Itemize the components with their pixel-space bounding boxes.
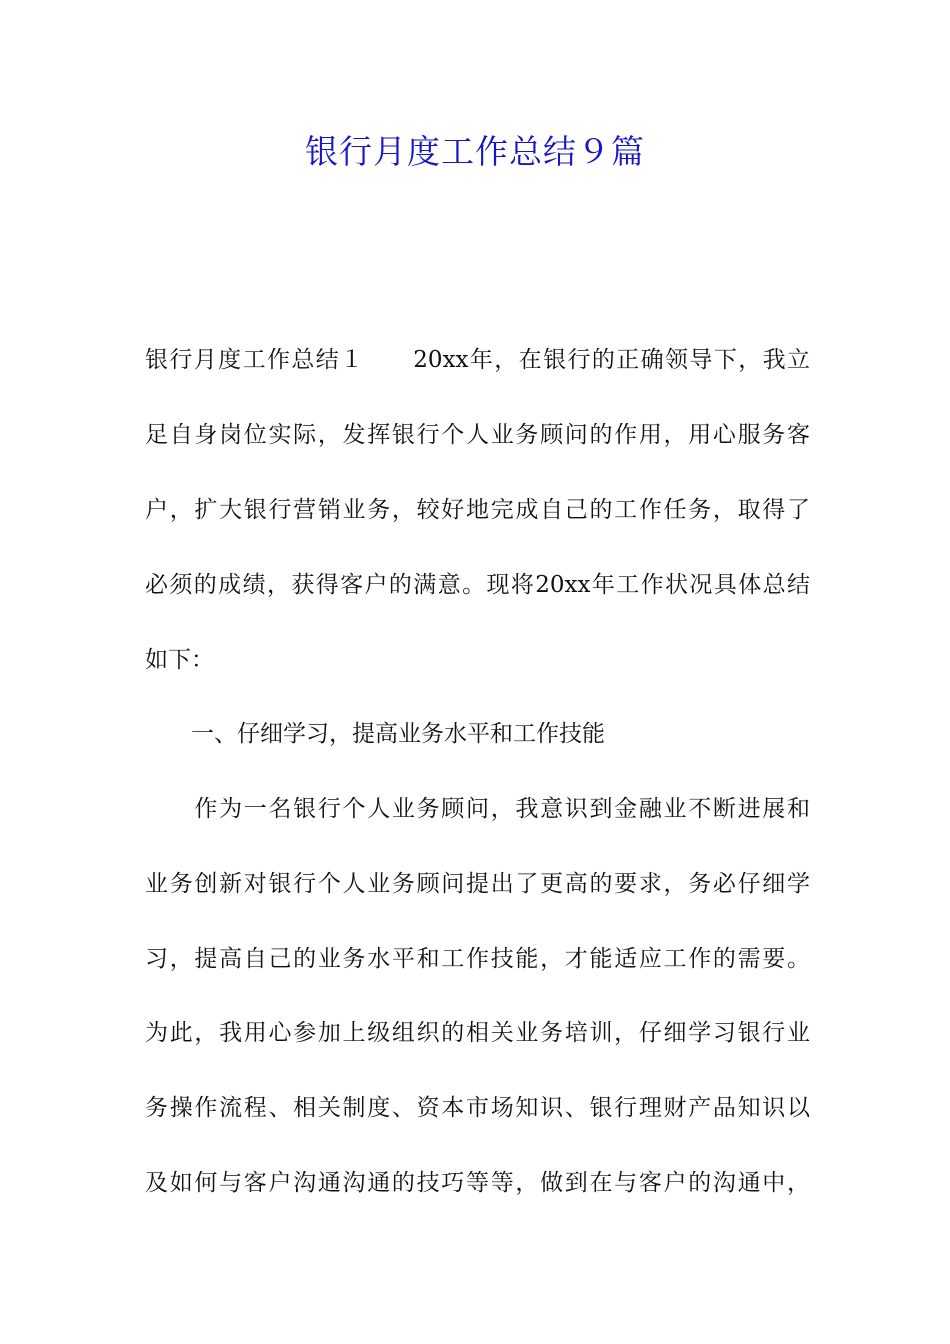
body-line-2: 足自身岗位实际，发挥银行个人业务顾问的作用，用心服务客 bbox=[145, 422, 810, 448]
section-heading-1: 一、仔细学习，提高业务水平和工作技能 bbox=[145, 721, 605, 747]
body-line-11: 务操作流程、相关制度、资本市场知识、银行理财产品知识以 bbox=[145, 1095, 810, 1121]
body-line-10: 为此，我用心参加上级组织的相关业务培训，仔细学习银行业 bbox=[145, 1020, 810, 1046]
body-line-4: 必须的成绩，获得客户的满意。现将20xx年工作状况具体总结 bbox=[145, 572, 810, 598]
body-line-9: 习，提高自己的业务水平和工作技能，才能适应工作的需要。 bbox=[145, 946, 810, 972]
body-line-3: 户，扩大银行营销业务，较好地完成自己的工作任务，取得了 bbox=[145, 497, 810, 523]
body-line-7: 作为一名银行个人业务顾问，我意识到金融业不断进展和 bbox=[145, 796, 810, 822]
body-line-5: 如下： bbox=[145, 647, 214, 673]
body-line-1: 银行月度工作总结１ 20xx年，在银行的正确领导下，我立 bbox=[145, 347, 810, 373]
document-title: 银行月度工作总结９篇 bbox=[305, 132, 645, 171]
body-line-12: 及如何与客户沟通沟通的技巧等等，做到在与客户的沟通中， bbox=[145, 1170, 810, 1196]
document-body bbox=[145, 0, 810, 1196]
body-line-8: 业务创新对银行个人业务顾问提出了更高的要求，务必仔细学 bbox=[145, 871, 810, 897]
